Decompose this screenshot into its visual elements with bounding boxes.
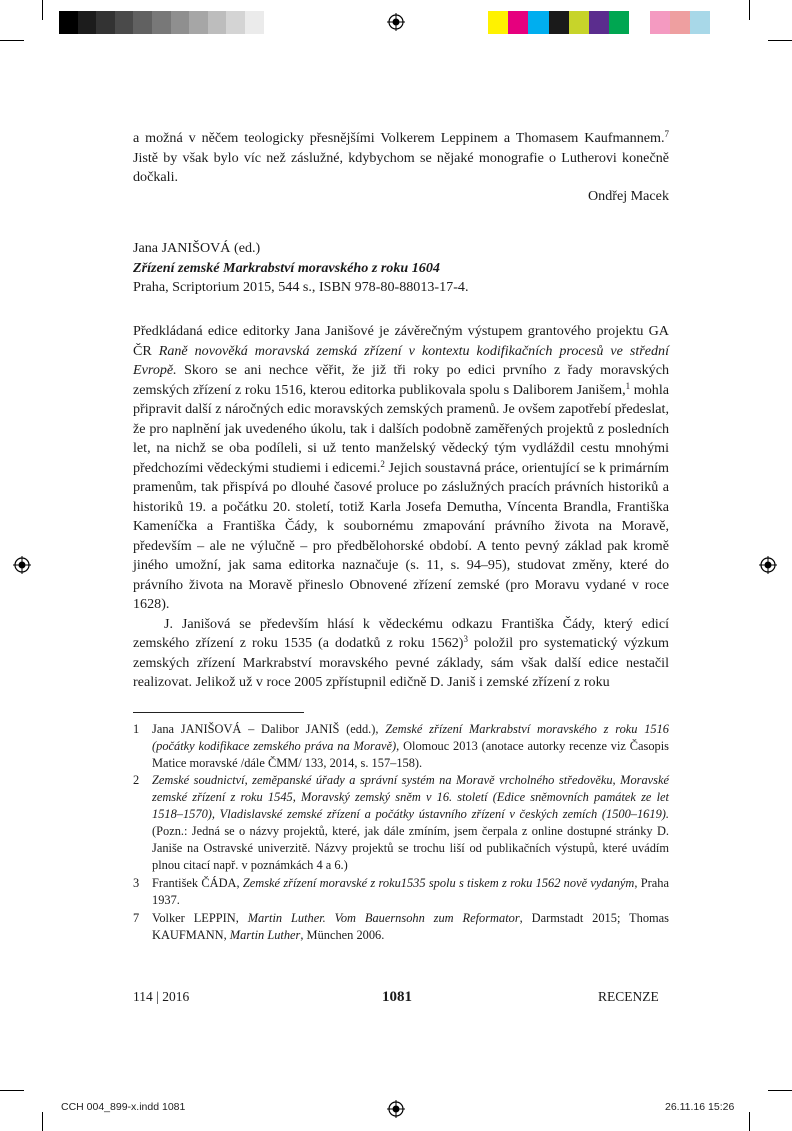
color-swatch <box>650 11 670 34</box>
print-timestamp: 26.11.16 15:26 <box>665 1101 735 1113</box>
editor-name: Jana JANIŠOVÁ (ed.) <box>133 240 261 256</box>
color-swatch <box>629 11 649 34</box>
color-swatch <box>59 11 78 34</box>
registration-mark-icon <box>387 1100 405 1118</box>
color-swatch <box>609 11 629 34</box>
color-swatch <box>569 11 589 34</box>
grayscale-calibration-bar <box>59 11 282 34</box>
footnote-number: 2 <box>133 773 140 787</box>
footnote-number: 1 <box>133 722 140 736</box>
crop-mark <box>768 1090 792 1091</box>
color-swatch <box>508 11 528 34</box>
footnote-ref: 2 <box>380 458 385 469</box>
crop-mark <box>42 0 43 20</box>
crop-mark <box>0 40 24 41</box>
registration-mark-icon <box>759 556 777 574</box>
color-swatch <box>528 11 548 34</box>
color-swatch <box>96 11 115 34</box>
footnote: 7 Volker LEPPIN, Martin Luther. Vom Bauernsohn zum Reformator, Darmstadt 2015; Thomas KAUFMANN, Martin Luther, München 2006. <box>133 911 669 942</box>
journal-issue: 114 | 2016 <box>133 989 190 1004</box>
bibliographic-record <box>133 239 468 298</box>
footnote-ref: 7 <box>664 129 669 139</box>
publication-info: Praha, Scriptorium 2015, 544 s., ISBN 978-80-88013-17-4. <box>133 279 469 295</box>
color-swatch <box>589 11 609 34</box>
paragraph: Předkládaná edice editorky Jana Janišové je závěrečným výstupem grantového projektu GA ČR Raně novověká moravská zemská zřízení v kontextu kodifikačních procesů ve střední Evropě. Skoro se ani nechce věřit, že již tři roky po edici prvního z řady moravských zemských zřízení z roku 1516, kterou editorka publikovala spolu s Daliborem Janišem,$^1$ mohla připravit další z náročných edic moravských zemských pramenů. Je ovšem zapotřebí předeslat, že pro naplnění jak uvedeného úkolu, tak i dalších podobně zaměřených projektů z posledních let, na nichž se oba podíleli, si už tento manželský vědecký tým vydláždil cestu mnohými předchozími vědeckými studiemi i edicemi.$^2$ Jejich soustavná práce, orientující se k primárním pramenům, tak přispívá po dlouhé časové proluce po záslužných pracích právních historiků a historiků 19. a počátku 20. století, totiž Karla Josefa Demutha, Víncenta Brandla, Františka Kameníčka a Františka Čády, k soubornému zmapování právního života na Moravě, především – ale ne výlučně – pro předbělohorské období. A tento pevný základ pak kromě jiného umožní, jak sama editorka naznačuje (s. 11, s. 94–95), studovat změny, které do právního života na Moravě přineslo Obnovené zřízení zemské (pro Moravu vydané v roce 1628). <box>133 323 669 612</box>
footnote: 2 Zemské soudnictví, zeměpanské úřady a správní systém na Moravě vrcholného středověku, Moravské zemské zřízení z roku 1545, Moravský zemský sněm v 16. století (Edice sněmovních památek ze let 1518–1570), Vladislavské zemské zřízení a počátky ústavního zřízení v českých zemích (1500–1619). (Pozn.: Jedná se o názvy projektů, které, jak dále zmíním, jsem čerpala z online dostupné stránky D. Janiše na Ostravské univerzitě. Názvy projektů se trochu liší od publikačních výstupů, které uvádím plnou citací např. v poznámkách 4 a 6.) <box>133 773 669 872</box>
color-swatch <box>115 11 134 34</box>
color-swatch <box>189 11 208 34</box>
color-swatch <box>245 11 264 34</box>
color-swatch <box>226 11 245 34</box>
color-swatch <box>670 11 690 34</box>
color-swatch <box>208 11 227 34</box>
color-swatch <box>264 11 283 34</box>
crop-mark <box>749 1112 750 1131</box>
crop-mark <box>768 40 792 41</box>
color-calibration-bar <box>488 11 710 34</box>
crop-mark <box>42 1112 43 1131</box>
color-swatch <box>488 11 508 34</box>
color-swatch <box>171 11 190 34</box>
previous-review-ending <box>133 129 669 188</box>
crop-mark <box>0 1090 24 1091</box>
file-slug: CCH 004_899-x.indd 1081 <box>61 1101 186 1113</box>
color-swatch <box>152 11 171 34</box>
page-number: 1081 <box>382 989 412 1005</box>
color-swatch <box>133 11 152 34</box>
footnote-ref: 3 <box>463 634 468 644</box>
footnote-ref: 1 <box>625 380 631 391</box>
book-title: Zřízení zemské Markrabství moravského z roku 1604 <box>133 259 440 276</box>
text-line: Jistě by však bylo víc než záslužné, kdybychom se nějaké monografie o Lutherovi konečně dočkali. <box>133 149 669 185</box>
text-line: a možná v něčem teologicky přesnějšími Volkerem Leppinem a Thomasem Kaufmannem. <box>133 130 665 146</box>
footnote-number: 7 <box>133 911 140 925</box>
footnote-number: 3 <box>133 876 140 890</box>
registration-mark-icon <box>387 13 405 31</box>
review-body <box>133 322 669 693</box>
section-name: RECENZE <box>598 989 659 1004</box>
footnote-separator <box>133 712 304 713</box>
color-swatch <box>78 11 97 34</box>
color-swatch <box>549 11 569 34</box>
footnote: 1 Jana JANIŠOVÁ – Dalibor JANIŠ (edd.), Zemské zřízení Markrabství moravského z roku 1516 (počátky kodifikace zemského práva na Moravě), Olomouc 2013 (anotace autorky recenze viz Časopis Matice moravské /dále ČMM/ 133, 2014, s. 157–158). <box>133 722 669 770</box>
paragraph: J. Janišová se především hlásí k vědeckému odkazu Františka Čády, který edicí zemského zřízení z roku 1535 (a dodatků z roku 1562)$^3$ položil pro systematický výzkum zemských zřízení Markrabství moravského pevné základy, sám však další edice nestačil realizovat. Jelikož už v roce 2005 zpřístupnil edičně D. Janiš i zemské zřízení z roku <box>133 615 669 690</box>
registration-mark-icon <box>13 556 31 574</box>
review-author-signature: Ondřej Macek <box>587 188 669 204</box>
crop-mark <box>749 0 750 20</box>
footnote: 3 František ČÁDA, Zemské zřízení moravské z roku1535 spolu s tiskem z roku 1562 nově vydaným, Praha 1937. <box>133 876 669 907</box>
color-swatch <box>690 11 710 34</box>
